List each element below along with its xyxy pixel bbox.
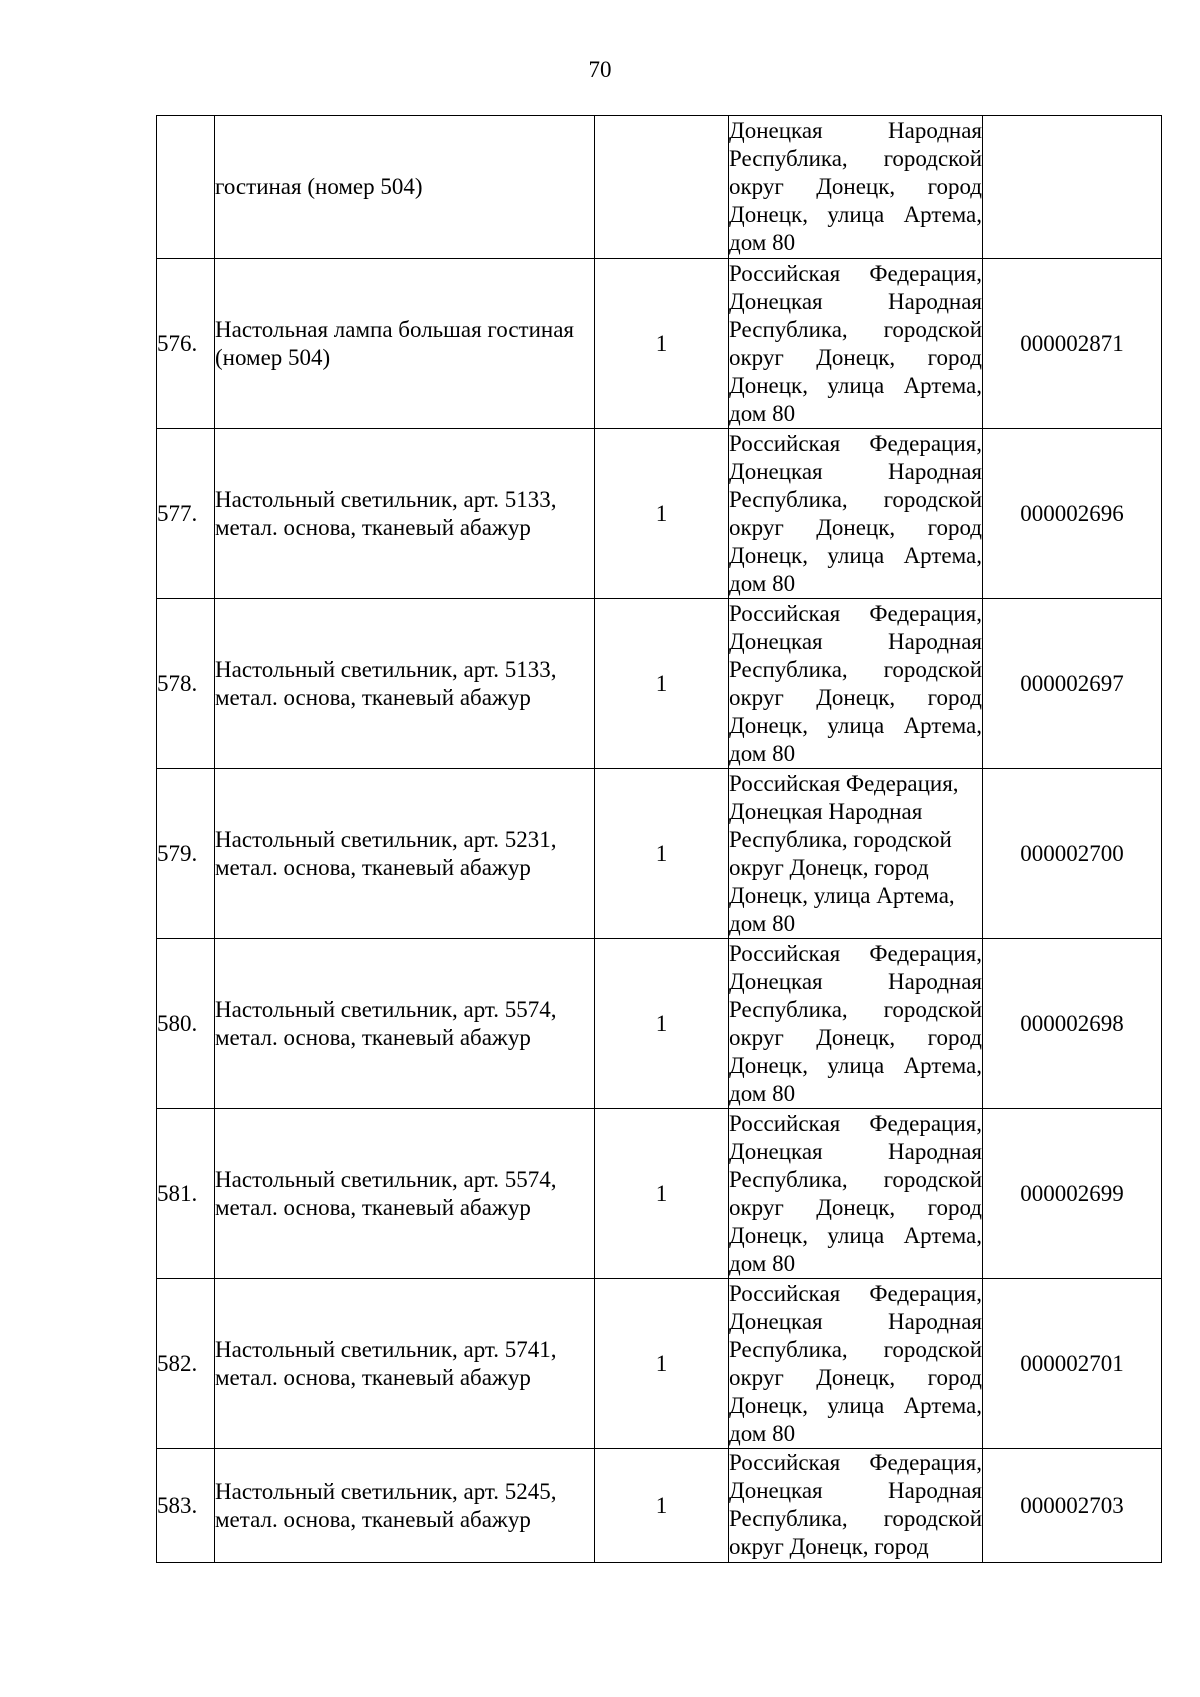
item-address-text: Российская Федерация, Донецкая Народная Республика, городской округ Донецк, город Донецк, улица Артема, дом 80 [729, 1110, 982, 1276]
row-number: 582. [157, 1279, 215, 1449]
row-number: 576. [157, 259, 215, 429]
table-row [157, 599, 1162, 769]
item-address-text: Российская Федерация, Донецкая Народная Республика, городской округ Донецк, город Донецк, улица Артема, дом 80 [729, 770, 959, 936]
item-address [729, 939, 983, 1109]
item-quantity: 1 [595, 1279, 729, 1449]
table-row [157, 939, 1162, 1109]
item-address [729, 769, 983, 939]
item-address [729, 1109, 983, 1279]
row-number: 577. [157, 429, 215, 599]
inventory-number: 000002871 [983, 259, 1162, 429]
row-number: 581. [157, 1109, 215, 1279]
item-address-text: Российская Федерация, Донецкая Народная Республика, городской округ Донецк, город [729, 1450, 982, 1559]
item-quantity [595, 116, 729, 259]
row-number: 580. [157, 939, 215, 1109]
item-address [729, 429, 983, 599]
item-address-text: Донецкая Народная Республика, городской округ Донецк, город Донецк, улица Артема, дом 80 [729, 118, 982, 255]
table-row [157, 1279, 1162, 1449]
table-row [157, 1449, 1162, 1563]
item-address [729, 1449, 983, 1563]
inventory-number: 000002700 [983, 769, 1162, 939]
item-name: Настольный светильник, арт. 5741, метал. основа, тканевый абажур [215, 1279, 595, 1449]
item-quantity: 1 [595, 1449, 729, 1563]
item-quantity: 1 [595, 1109, 729, 1279]
inventory-table [156, 115, 1162, 1563]
inventory-number: 000002697 [983, 599, 1162, 769]
item-quantity: 1 [595, 259, 729, 429]
item-name: Настольный светильник, арт. 5245, метал. основа, тканевый абажур [215, 1449, 595, 1563]
item-name: Настольный светильник, арт. 5574, метал. основа, тканевый абажур [215, 1109, 595, 1279]
page-number: 70 [588, 57, 612, 82]
table-row [157, 116, 1162, 259]
item-address-text: Российская Федерация, Донецкая Народная Республика, городской округ Донецк, город Донецк, улица Артема, дом 80 [729, 1280, 982, 1446]
item-address [729, 599, 983, 769]
item-address-text: Российская Федерация, Донецкая Народная Республика, городской округ Донецк, город Донецк, улица Артема, дом 80 [729, 430, 982, 596]
item-quantity: 1 [595, 599, 729, 769]
table-row [157, 429, 1162, 599]
item-address-text: Российская Федерация, Донецкая Народная Республика, городской округ Донецк, город Донецк, улица Артема, дом 80 [729, 260, 982, 426]
item-address [729, 1279, 983, 1449]
item-address-text: Российская Федерация, Донецкая Народная Республика, городской округ Донецк, город Донецк, улица Артема, дом 80 [729, 600, 982, 766]
item-quantity: 1 [595, 429, 729, 599]
row-number [157, 116, 215, 259]
row-number: 579. [157, 769, 215, 939]
item-address [729, 259, 983, 429]
item-name: Настольная лампа большая гостиная (номер 504) [215, 259, 595, 429]
inventory-number: 000002703 [983, 1449, 1162, 1563]
item-address-text: Российская Федерация, Донецкая Народная Республика, городской округ Донецк, город Донецк, улица Артема, дом 80 [729, 940, 982, 1106]
item-name: гостиная (номер 504) [215, 116, 595, 259]
item-name: Настольный светильник, арт. 5574, метал. основа, тканевый абажур [215, 939, 595, 1109]
table-row [157, 1109, 1162, 1279]
inventory-number: 000002696 [983, 429, 1162, 599]
item-quantity: 1 [595, 769, 729, 939]
item-quantity: 1 [595, 939, 729, 1109]
inventory-number: 000002701 [983, 1279, 1162, 1449]
item-name: Настольный светильник, арт. 5133, метал. основа, тканевый абажур [215, 429, 595, 599]
item-name: Настольный светильник, арт. 5231, метал. основа, тканевый абажур [215, 769, 595, 939]
item-name: Настольный светильник, арт. 5133, метал. основа, тканевый абажур [215, 599, 595, 769]
inventory-number: 000002699 [983, 1109, 1162, 1279]
row-number: 578. [157, 599, 215, 769]
table-row [157, 769, 1162, 939]
row-number: 583. [157, 1449, 215, 1563]
item-address [729, 116, 983, 259]
inventory-number [983, 116, 1162, 259]
inventory-number: 000002698 [983, 939, 1162, 1109]
table-row [157, 259, 1162, 429]
